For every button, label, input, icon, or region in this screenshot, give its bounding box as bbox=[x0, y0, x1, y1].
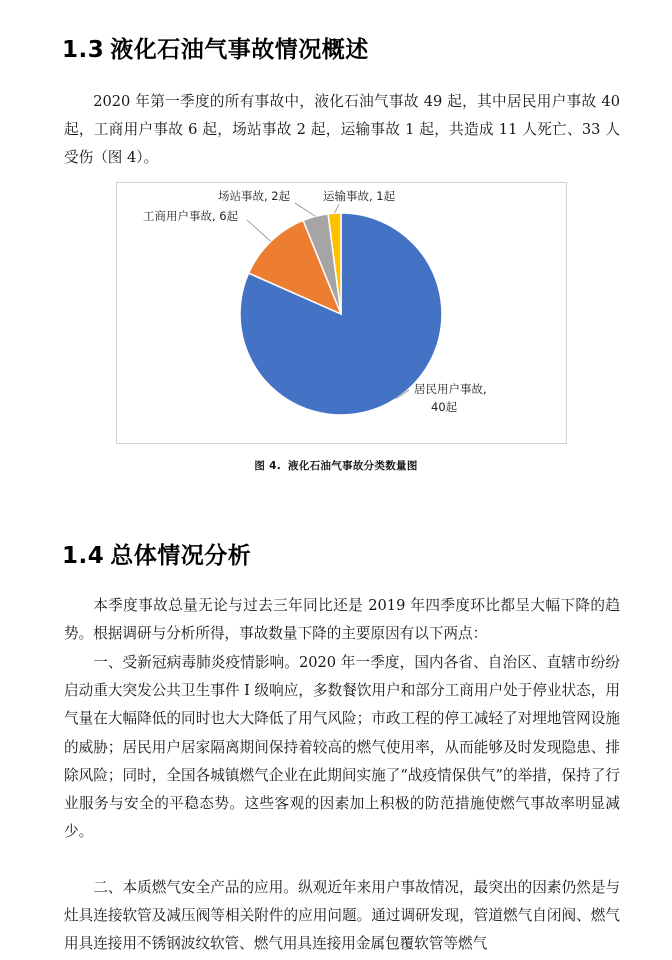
data-label-residential-value: 40起 bbox=[431, 400, 458, 414]
section-heading-1-3 bbox=[62, 31, 369, 64]
leader-line-transport bbox=[335, 204, 339, 213]
section-title: 液化石油气事故情况概述 bbox=[110, 37, 369, 63]
section-heading-1-4 bbox=[62, 537, 251, 570]
data-label-commercial: 工商用户事故, 6起 bbox=[143, 209, 239, 223]
data-label-residential-name: 居民用户事故, bbox=[414, 382, 487, 396]
figure-label: 图 4. bbox=[254, 460, 282, 472]
data-label-station: 场站事故, 2起 bbox=[218, 189, 291, 203]
data-label-transport: 运输事故, 1起 bbox=[323, 189, 396, 203]
figure-title: 液化石油气事故分类数量图 bbox=[288, 460, 418, 472]
figure-caption bbox=[0, 458, 672, 473]
section-number: 1.3 bbox=[62, 37, 105, 63]
section-1-4-paragraph-2: 一、受新冠病毒肺炎疫情影响。2020 年一季度，国内各省、自治区、直辖市纷纷启动重大突发公共卫生事件 I 级响应，多数餐饮用户和部分工商用户处于停业状态，用气量在大幅降低的同时也大大降低了用气风险；市政工程的停工减轻了对埋地管网设施的威胁；居民用户居家隔离期间保持着较高的燃气使用率，从而能够及时发现隐患、排除风险；同时，全国各城镇燃气企业在此期间实施了“战疫情保供气”的举措，保持了行业服务与安全的平稳态势。这些客观的因素加上积极的防范措施使燃气事故率明显减少。 bbox=[64, 654, 620, 841]
section-1-3-paragraph: 2020 年第一季度的所有事故中，液化石油气事故 49 起，其中居民用户事故 40 起，工商用户事故 6 起，场站事故 2 起，运输事故 1 起，共造成 11 人死亡、33 人受伤（图 4）。 bbox=[64, 93, 620, 167]
section-1-4-paragraph-1: 本季度事故总量无论与过去三年同比还是 2019 年四季度环比都呈大幅下降的趋势。根据调研与分析所得，事故数量下降的主要原因有以下两点： bbox=[64, 597, 620, 643]
section-1-4-paragraph-3: 二、本质燃气安全产品的应用。纵观近年来用户事故情况，最突出的因素仍然是与灶具连接软管及减压阀等相关附件的应用问题。通过调研发现，管道燃气自闭阀、燃气用具连接用不锈钢波纹软管、燃气用具连接用金属包覆软管等燃气 bbox=[64, 879, 620, 953]
section-number: 1.4 bbox=[62, 543, 105, 569]
pie-chart-frame bbox=[116, 182, 567, 444]
pie-chart bbox=[117, 183, 568, 445]
section-title: 总体情况分析 bbox=[110, 543, 252, 569]
leader-line-commercial bbox=[247, 220, 271, 241]
leader-line-station bbox=[295, 203, 315, 216]
